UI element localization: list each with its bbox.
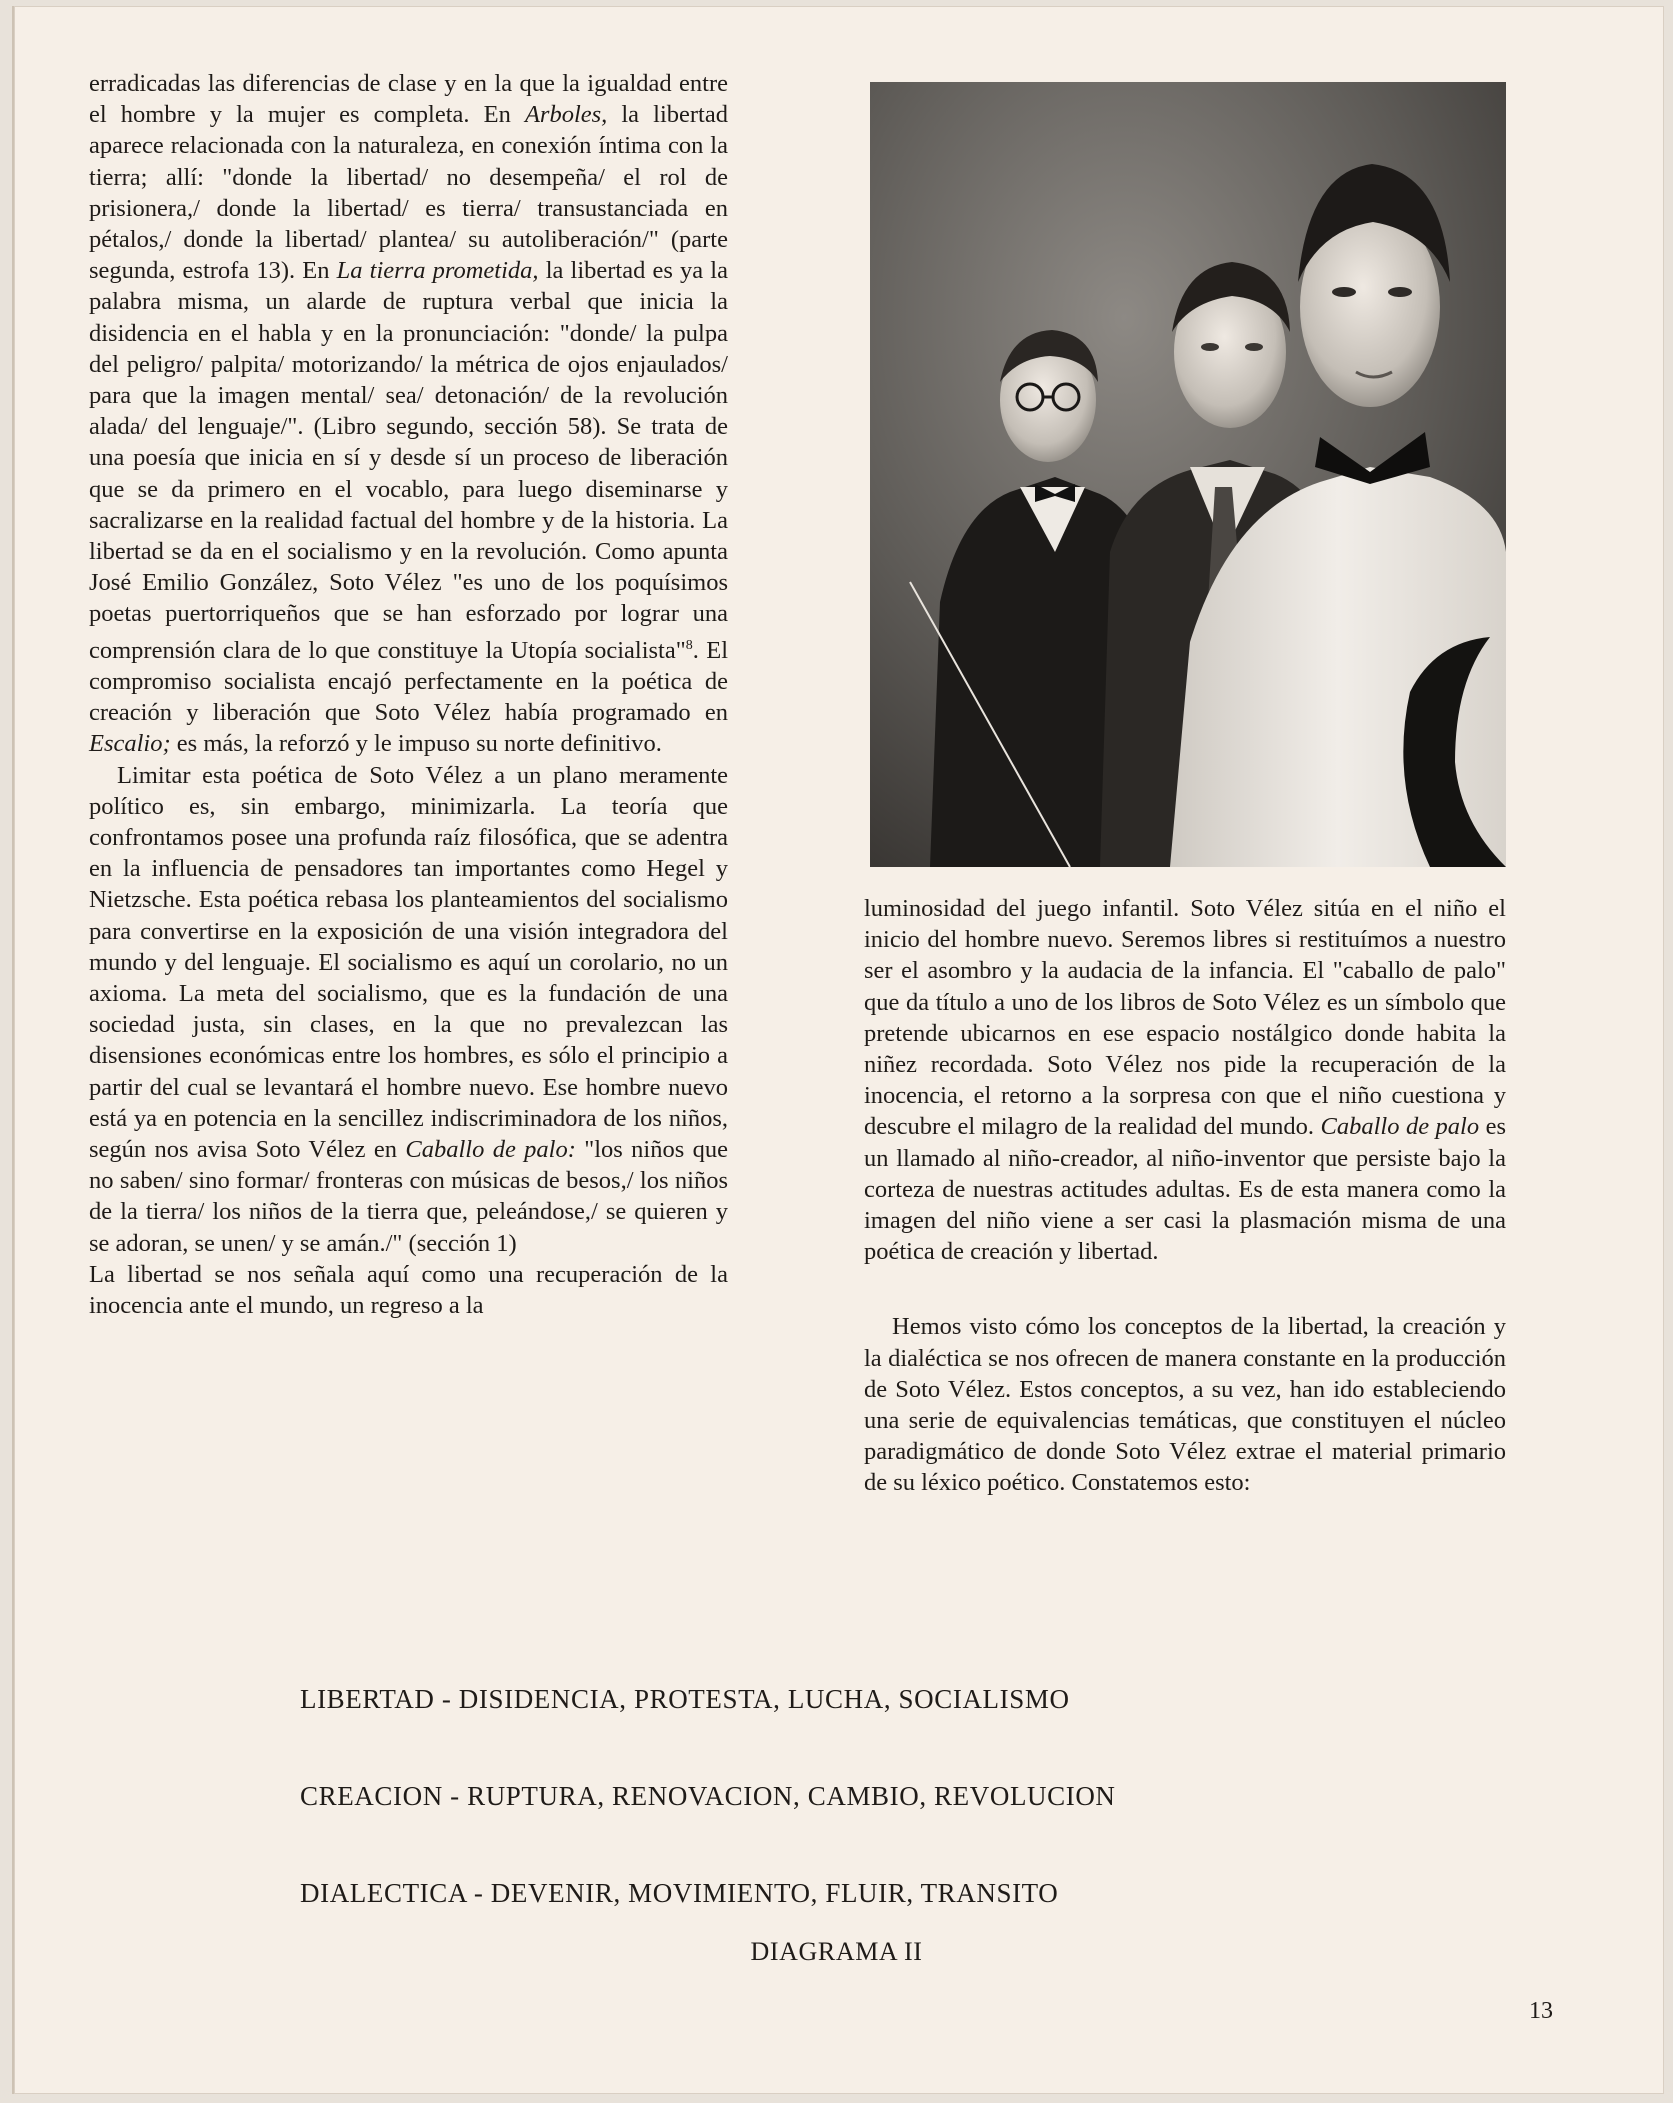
portrait-photo <box>870 82 1506 867</box>
left-paragraph-2: Limitar esta poética de Soto Vélez a un plano meramente político es, sin embargo, minimizarla. La teoría que confrontamos posee una profunda raíz filosófica, que se adentra en la influencia de pensadores tan importantes como Hegel y Nietzsche. Esta poética rebasa los planteamientos del socialismo para convertirse en la exposición de una visión integradora del mundo y del lenguaje. El socialismo es aquí un corolario, no un axioma. La meta del socialismo, que es la fundación de una sociedad justa, sin clases, en la que no prevalezcan las disensiones económicas entre los hombres, es sólo el principio a partir del cual se levantará el hombre nuevo. Ese hombre nuevo está ya en potencia en la sencillez indiscriminadora de los niños, según nos avisa Soto Vélez en Caballo de palo: "los niños que no saben/ sino formar/ fronteras con músicas de besos,/ los niños de la tierra/ los niños de la tierra que, peleándose,/ se quieren y se adoran, se unen/ y se amán./" (sección 1) <box>89 761 729 1257</box>
diagram-row-libertad: LIBERTAD - DISIDENCIA, PROTESTA, LUCHA, SOCIALISMO <box>300 1684 1070 1714</box>
footnote-ref: 8 <box>685 637 693 653</box>
left-paragraph-3: La libertad se nos señala aquí como una recuperación de la inocencia ante el mundo, un regreso a la <box>89 1260 728 1320</box>
left-column <box>89 68 728 1321</box>
title-la-tierra-prometida: La tierra prometida, <box>336 257 539 285</box>
right-column <box>864 893 1506 1499</box>
title-caballo-de-palo: Caballo de palo: <box>405 1136 576 1164</box>
diagram <box>300 1684 1400 1975</box>
title-escalio: Escalio; <box>89 730 171 758</box>
page-number: 13 <box>1529 1998 1553 2024</box>
diagram-row-dialectica: DIALECTICA - DEVENIR, MOVIMIENTO, FLUIR, TRANSITO <box>300 1878 1059 1908</box>
photograph-three-men <box>870 82 1506 867</box>
diagram-title: DIAGRAMA II <box>750 1937 923 1966</box>
diagram-row-creacion: CREACION - RUPTURA, RENOVACION, CAMBIO, REVOLUCION <box>300 1781 1116 1811</box>
right-paragraph-2: Hemos visto cómo los conceptos de la libertad, la creación y la dialéctica se nos ofrecen de manera constante en la producción de Soto Vélez. Estos conceptos, a su vez, han ido estableciendo una serie de equivalencias temáticas, que constituyen el núcleo paradigmático de donde Soto Vélez extrae el material primario de su léxico poético. Constatemos esto: <box>864 1313 1506 1497</box>
left-paragraph-1: erradicadas las diferencias de clase y en la que la igualdad entre el hombre y la mujer es completa. En Arboles, la libertad aparece relacionada con la naturaleza, en conexión íntima con la tierra; allí: "donde la libertad/ no desempeña/ el rol de prisionera,/ donde la libertad/ es tierra/ transustanciada en pétalos,/ donde la libertad/ plantea/ su autoliberación/" (parte segunda, estrofa 13). En La tierra prometida, la libertad es ya la palabra misma, un alarde de ruptura verbal que inicia la disidencia en el habla y en la pronunciación: "donde/ la pulpa del peligro/ palpita/ motorizando/ la métrica de ojos enjaulados/ para que la imagen mental/ sea/ detonación/ de la revolución alada/ del lenguaje/". (Libro segundo, sección 58). Se trata de una poesía que inicia en sí y desde sí un proceso de liberación que se da primero en el vocablo, para luego diseminarse y sacralizarse en la realidad factual del hombre y de la historia. La libertad se da en el socialismo y en la revolución. Como apunta José Emilio González, Soto Vélez "es uno de los poquísimos poetas puertorriqueños que se han esforzado por lograr una comprensión clara de lo que constituye la Utopía socialista"$^8$. El compromiso socialista encajó perfectamente en la poética de creación y liberación que Soto Vélez había programado en Escalio; es más, la reforzó y le impuso su norte definitivo. <box>89 70 728 758</box>
title-caballo-de-palo-2: Caballo de palo <box>1320 1113 1480 1141</box>
title-arboles: Arboles, <box>524 101 608 129</box>
right-paragraph-1: luminosidad del juego infantil. Soto Vélez sitúa en el niño el inicio del hombre nuevo. Seremos libres si restituímos a nuestro ser el asombro y la audacia de la infancia. El "caballo de palo" que da título a uno de los libros de Soto Vélez es un símbolo que pretende ubicarnos en ese espacio nostálgico donde habita la niñez recordada. Soto Vélez nos pide la recuperación de la inocencia, el retorno a la sorpresa con que el niño cuestiona y descubre el milagro de la realidad del mundo. Caballo de palo es un llamado al niño-creador, al niño-inventor que persiste bajo la corteza de nuestras actitudes adultas. Es de esta manera como la imagen del niño viene a ser casi la plasmación misma de una poética de creación y libertad. <box>864 895 1506 1266</box>
